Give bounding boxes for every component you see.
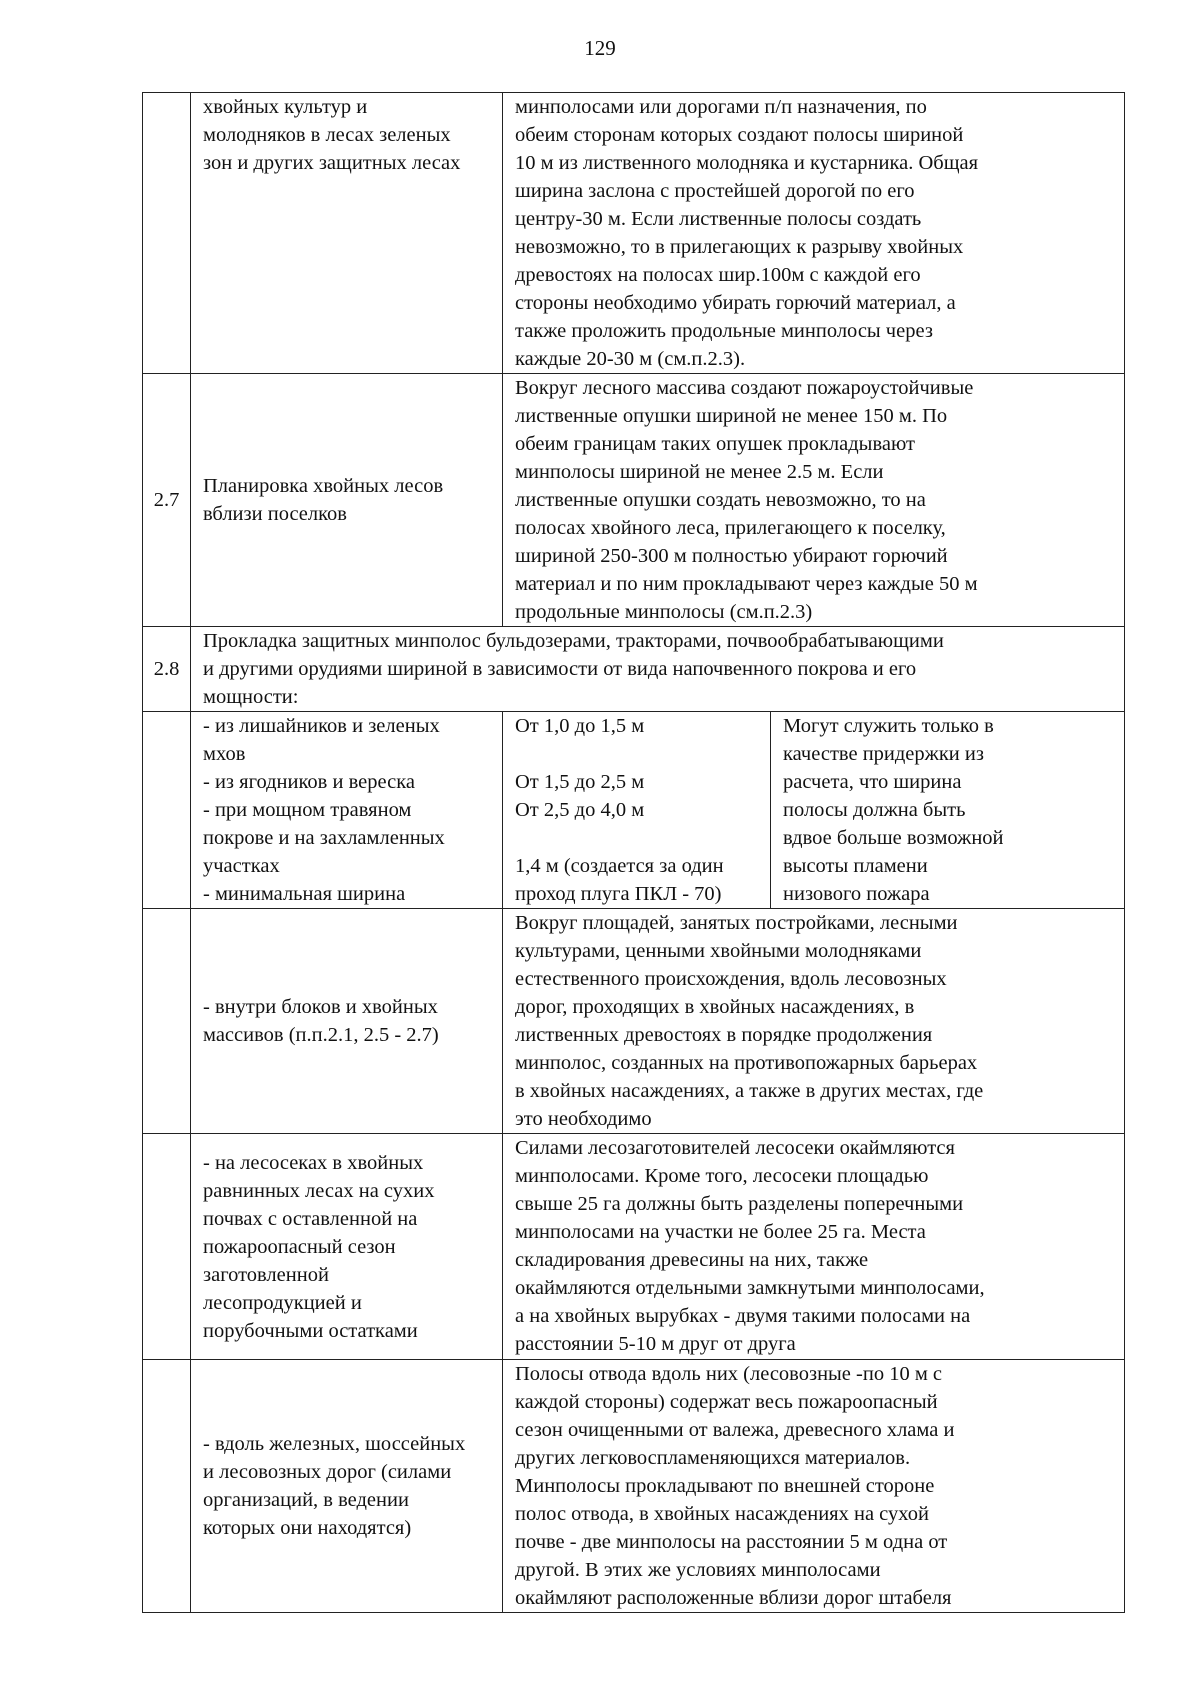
description-cell: минполосами или дорогами п/п назначения, по обеим сторонам которых создают полосы шириной 10 м из лиственного молодняка и кустарника. Общая ширина заслона с простейшей дорогой по его центру-30 м. Если лиственные полосы создать невозможно, то в прилегающих к разрыву хвойных древостоях на полосах шир.100м с каждой его стороны необходимо убирать горючий материал, а также проложить продольные минполосы через каждые 20-30 м (см.п.2.3). [503, 93, 1125, 374]
fire-prevention-table [142, 92, 1125, 1613]
row-number-cell [143, 1134, 191, 1360]
table-row [143, 1360, 1125, 1613]
description-cell: Полосы отвода вдоль них (лесовозные -по 10 м с каждой стороны) содержат весь пожароопасный сезон очищенными от валежа, древесного хлама и других легковоспламеняющихся материалов. Минполосы прокладывают по внешней стороне полос отвода, в хвойных насаждениях на сухой почве - две минполосы на расстоянии 5 м одна от другой. В этих же условиях минполосами окаймляют расположенные вблизи дорог штабеля [503, 1360, 1125, 1613]
row-number-cell [143, 712, 191, 909]
measure-cell: Планировка хвойных лесов вблизи поселков [191, 374, 503, 627]
description-cell: Вокруг лесного массива создают пожароустойчивые лиственные опушки шириной не менее 150 м. По обеим границам таких опушек прокладывают минполосы шириной не менее 2.5 м. Если лиственные опушки создать невозможно, то на полосах хвойного леса, прилегающего к поселку, шириной 250-300 м полностью убирают горючий материал и по ним прокладывают через каждые 50 м продольные минполосы (см.п.2.3) [503, 374, 1125, 627]
table-row [143, 93, 1125, 374]
section-heading-cell: Прокладка защитных минполос бульдозерами, тракторами, почвообрабатывающими и другими орудиями шириной в зависимости от вида напочвенного покрова и его мощности: [191, 627, 1125, 712]
table-row [143, 909, 1125, 1134]
measure-cell: хвойных культур и молодняков в лесах зеленых зон и других защитных лесах [191, 93, 503, 374]
width-cell: От 1,0 до 1,5 м От 1,5 до 2,5 м От 2,5 до 4,0 м 1,4 м (создается за один проход плуга ПКЛ - 70) [503, 712, 771, 909]
measure-cell: - из лишайников и зеленых мхов - из ягодников и вереска - при мощном травяном покрове и на захламленных участках - минимальная ширина [191, 712, 503, 909]
description-cell: Вокруг площадей, занятых постройками, лесными культурами, ценными хвойными молодняками естественного происхождения, вдоль лесовозных дорог, проходящих в хвойных насаждениях, в лиственных древостоях в порядке продолжения минполос, созданных на противопожарных барьерах в хвойных насаждениях, а также в других местах, где это необходимо [503, 909, 1125, 1134]
table-row [143, 627, 1125, 712]
row-number-cell: 2.8 [143, 627, 191, 712]
row-number-cell: 2.7 [143, 374, 191, 627]
row-number-cell [143, 909, 191, 1134]
description-cell: Силами лесозаготовителей лесосеки окаймляются минполосами. Кроме того, лесосеки площадью свыше 25 га должны быть разделены поперечными минполосами на участки не более 25 га. Места складирования древесины на них, также окаймляются отдельными замкнутыми минполосами, а на хвойных вырубках - двумя такими полосами на расстоянии 5-10 м друг от друга [503, 1134, 1125, 1360]
note-cell: Могут служить только в качестве придержки из расчета, что ширина полосы должна быть вдвое больше возможной высоты пламени низового пожара [771, 712, 1125, 909]
table-row [143, 374, 1125, 627]
table-row [143, 712, 1125, 909]
measure-cell: - внутри блоков и хвойных массивов (п.п.2.1, 2.5 - 2.7) [191, 909, 503, 1134]
table-row [143, 1134, 1125, 1360]
measure-cell: - вдоль железных, шоссейных и лесовозных дорог (силами организаций, в ведении которых они находятся) [191, 1360, 503, 1613]
measure-cell: - на лесосеках в хвойных равнинных лесах на сухих почвах с оставленной на пожароопасный сезон заготовленной лесопродукцией и порубочными остатками [191, 1134, 503, 1360]
row-number-cell [143, 93, 191, 374]
row-number-cell [143, 1360, 191, 1613]
page-number: 129 [584, 36, 616, 60]
